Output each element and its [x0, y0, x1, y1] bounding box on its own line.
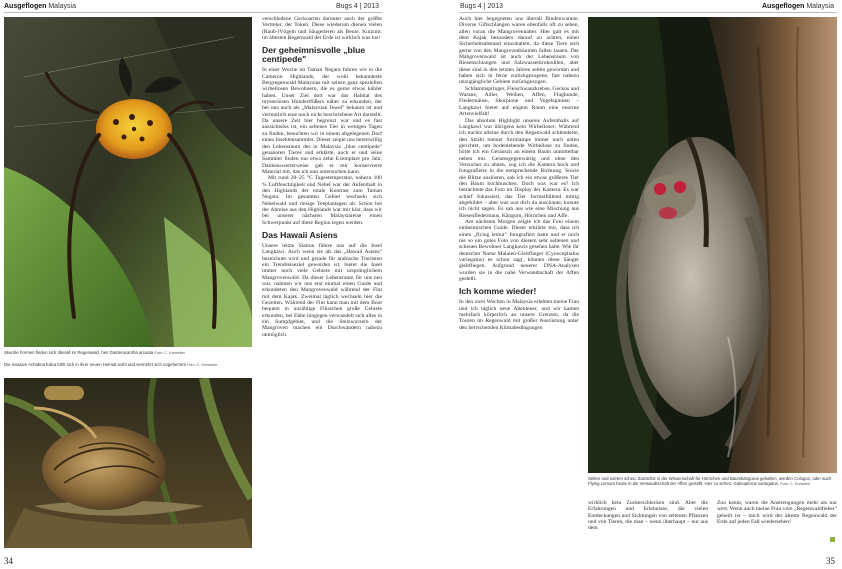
header-rule-right	[459, 12, 837, 13]
hawaii-paragraph-1: Unsere letzte Station führte uns auf die Insel Langkawi. Auch wenn sie als das „Hawaii Asiens" bezeichnet wird und gerade für arabische Touristen ein Trendreiseziel geworden ist, bietet die Insel immer noch viele Gebiete mit ursprünglichem Mangrovenwald. Da dieser Lebensraum für uns neu war, nahmen wir uns erst einmal einen Guide und erkundeten den Mangrovenwald während der Flut mit dem Kajak. Zweimal täglich wechseln hier die Gezeiten. Während der Flut kann man mit dem Boot bequem in unzählige Flüsschen große Gebiete erkunden, bei Ebbe hingegen verwandelt sich alles in ein Sumpfgebiet, und die Stelzwurzeln der Mangroven machen ein Durchwandern nahezu unmöglich.	[262, 242, 382, 338]
heading-hawaii-asiens: Das Hawaii Asiens	[262, 229, 338, 240]
heading-blue-centipede: Der geheimnisvolle „blue centipede"	[262, 45, 366, 65]
end-mark-icon	[830, 537, 835, 542]
spider-caption	[4, 350, 254, 356]
spider-photo	[4, 17, 252, 347]
right-text-column	[459, 16, 579, 331]
header-section-label: Ausgeflogen	[762, 3, 805, 10]
intro-paragraph: verschiedene Geckoarten darunter auch der größte Vertreter, der Tokeh. Diese wiederum dienen vielen (Raub-)Vögeln und Säugetieren als Beute. Kurzum: im ältesten Regenwald der Erde ist wirklich was los!	[262, 16, 382, 42]
snail-photo	[4, 378, 252, 548]
lemur-photo-credit: Foto: C. Kreweller	[780, 482, 811, 486]
mangrove-paragraph-1: Auch hier begegneten uns überall Bindenwarane. Diverse Giftschlangen waren ebenfalls oft zu sehen, allen voran die Mangrovennatter. Hier galt es mit dem Kajak besonders darauf zu achten, einen Sicherheitsabstand einzuhalten, da diese Tiere sich gerne von den Mangrovenbäumen fallen lassen. Der Mangrovenwald ist auch der Lebensraum von Riesenschlangen und Salzwasserkrokodilen, aber diese sind in den letzten Jahren selten geworden und haben sich in ferne zurückgezogene, fast nahezu unzugängliche Gebiete zurückgezogen.	[459, 16, 579, 86]
bottom-text-column-2	[588, 500, 708, 532]
bottom-text-column-3	[717, 500, 837, 525]
snail-caption-text: Die invasive Achatina fulica fühlt sich in ihrer neuen Heimat wohl und vermehrt sich ungehemmt	[4, 362, 186, 367]
flying-lemur-photo	[588, 17, 837, 473]
page-number-left: 34	[4, 556, 13, 566]
centipede-paragraph-1: In einer Woche im Taman Negara fuhren wir in die Cameron Highlands, der wohl bekannteste Bergregenwald Malaysias mit seinen ganz speziellen wirbellosen Bewohnern, die es gerne etwas kühler haben. Unser Ziel dort war das Habitat des mysteriösen Hundertfüßers näher zu erkunden, der bei uns auch als „Malaysian Jewel" bekannt ist und vermutlich eine noch nicht beschriebene Art darstellt. Da unsere Zeit hier begrenzt war und es fast aussichtslos ist, ein seltenes Tier in wenigen Tagen zu finden, besuchten wir in einem abgelegenen Dorf einen Insektensammler. Dieser zeigte uns bereitwillig den Lebensraum des in Malaysia „blue centipede" genannten Tieres und erklärte, auch er und seine Sammler finden nur etwa zehn Exemplare pro Jahr. Dankenswerterweise gab er mir konservierte Material mit, das ich nun untersuchen kann.	[262, 67, 382, 175]
header-section-label: Ausgeflogen	[4, 3, 47, 10]
header-left-issue: Bugs 4 | 2013	[336, 3, 380, 10]
header-country: Malaysia	[806, 3, 834, 10]
left-text-column	[262, 16, 382, 338]
mangrove-paragraph-4: Am nächsten Morgen zeigte ich das Foto einem einheimischen Guide. Dieser erklärte mir, dass ich einen „flying lemur" fotografiert hatte und er noch nie so ein gutes Foto von diesem sehr seltenen und scheuen Bewohner Langkawis gesehen habe. Wie ihr deutscher Name Malaien-Gleitflieger (Cynocephalus variegatus) es schon sagt, können diese Säuger gleitfliegen. Aufgrund neuerer DNA-Analysen wurden sie in die nahe Verwandtschaft der Affen gestellt.	[459, 219, 579, 283]
header-left-section	[4, 3, 76, 10]
bottom-paragraph-col3: Zoo kennt, waren die Anstrengungen mehr als nur wert. Wenn auch meine Frau vom „Regenwaldfieber" geheilt ist – mich wird der älteste Regenwald der Erde auf jeden Fall wiedersehen!	[717, 500, 837, 526]
mangrove-paragraph-3: Das absolute Highlight unseres Aufenthalts auf Langkawi war übrigens kein Wirbelloser: Während ich nachts alleine durch den Regenwald schlenderte, den Strahl meiner Stirnlampe immer nach unten gerichtet, um bodenlebende Wirbellose zu finden, hörte ich ein Geräusch an einem Baum unmittelbar neben mir. Geistesgegenwärtig und ohne den Versucher zu ahnen, zog ich die Kamera hoch und fotografierte in die entsprechende Richtung. Sowie die Blitze auslösten, sah ich ein etwas größeres Tier den Baum hochhuschen. Doch was war es? Ich betrachtete das Foto im Display der Kamera. Es war scharf fokussiert, das Tier formatfüllend mittig abgebildet – aber was war dich da anschaute, konnte ich nicht sagen. Es sah aus wie eine Mischung aus Riesenfledermaus, Känguru, Hörnchen und Affe.	[459, 117, 579, 219]
spider-photo-credit: Foto: C. Kreweller	[154, 351, 185, 355]
heading-ich-komme-wieder: Ich komme wieder!	[459, 286, 537, 297]
lemur-caption	[588, 476, 837, 487]
bottom-paragraph-col2: wirklich kein Zuckerschlecken sind. Aber die Erfahrungen und Erlebnisse, die vielen Entdeckungen und Sichtungen von seltenen Pflanzen und von Tieren, die man – wenn überhaupt – nur aus dem	[588, 500, 708, 532]
spider-caption-text: Skurrile Formen finden sich überall im Regenwald, hier Gasteracantha arcuata	[4, 350, 154, 355]
mangrove-paragraph-2: Schlammspringer, Fleischwanzkrebse, Geckos und Warane, Adler, Weihen, Affen, Flughunde, Fledermäuse, Skorpione und Vogelspinnen – Langkawi bietet auf engem Raum eine enorme Artenvielfalt!	[459, 85, 579, 118]
snail-photo-credit: Foto: C. Kreweller	[186, 363, 218, 367]
header-right-section	[762, 3, 834, 10]
komme-paragraph-1: In den zwei Wochen in Malaysia erlebten meine Frau und ich täglich neue Abenteuer, und wir kamen mehrfach körperlich an unsere Grenzen, da die Touren im Regenwald mit großer Ausrüstung unter den herrschenden Klimabedingungen	[459, 299, 579, 331]
header-right-issue: Bugs 4 | 2013	[460, 3, 504, 10]
lemur-caption-text: Selten und extrem scheu: Zunächst in der Wissenschaft für Hörnchen und Baumkängurus gehalten, werden Colugos, oder auch Flying Lemurs heute in die Verwandtschaft der Affen gestellt. Hier zu sehen: Galeopterus variegatus.	[588, 476, 832, 486]
snail-caption	[4, 362, 254, 368]
page-number-right: 35	[826, 556, 835, 566]
header-country: Malaysia	[48, 3, 76, 10]
header-rule-left	[4, 12, 382, 13]
centipede-paragraph-2: Mit rund 20–25 °C Tagestemperatur, nahezu 100 % Luftfeuchtigkeit und Nebel war der Aufenthalt in den Highlands der totale Kontrast zum Taman Negara. Im gesamten Gebiet wechseln sich Nebelwald und riesige Teeplantagen ab. Schon bei der Abreise aus den Highlands war mir klar, dass wir bei unserer nächsten Malaysiareise einen Schwerpunkt auf diese Region legen werden.	[262, 175, 382, 226]
